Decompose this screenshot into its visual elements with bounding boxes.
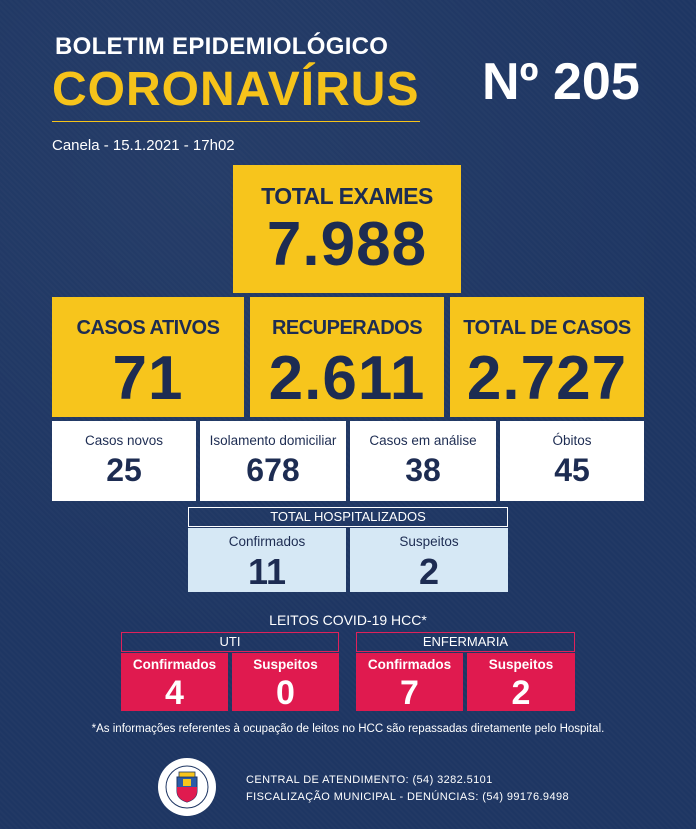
total-exams-card [233,165,461,293]
bulletin-title: BOLETIM EPIDEMIOLÓGICO [55,33,389,60]
stat-value: 2 [418,551,440,592]
hospitalized-suspected-card [350,528,508,592]
stat-value: 71 [112,344,184,413]
ward-suspected-card [467,653,575,711]
stat-label: Confirmados [132,657,217,672]
bulletin-date: Canela - 15.1.2021 - 17h02 [52,137,235,154]
stat-value: 2 [511,674,531,712]
stat-value: 7 [400,674,419,712]
icu-confirmed-card [121,653,228,711]
stat-value: 4 [165,674,184,712]
divider [52,121,420,122]
contact-line-complaints: FISCALIZAÇÃO MUNICIPAL - DENÚNCIAS: (54) 99176.9498 [246,791,569,803]
ward-header: ENFERMARIA [356,632,575,652]
recovered-card [250,297,444,417]
deaths-card [500,421,644,501]
total-exams-value: 7.988 [266,210,428,279]
active-cases-card [52,297,244,417]
stat-value: 2.727 [466,344,628,413]
stat-label: Isolamento domiciliar [209,433,337,448]
stat-value: 25 [106,452,142,488]
under-analysis-card [350,421,496,501]
stat-value: 2.611 [268,344,426,413]
beds-title: LEITOS COVID-19 HCC* [269,612,427,628]
icu-suspected-card [232,653,339,711]
icu-header: UTI [121,632,339,652]
stat-label: Óbitos [552,433,592,448]
stat-label: CASOS ATIVOS [76,317,220,339]
stat-label: Confirmados [228,534,306,549]
total-cases-card [450,297,644,417]
stat-label: TOTAL DE CASOS [463,317,631,339]
home-isolation-card [200,421,346,501]
stat-label: Casos em análise [369,433,477,448]
stat-value: 45 [554,452,590,488]
stat-value: 0 [276,674,295,712]
contact-line-phone: CENTRAL DE ATENDIMENTO: (54) 3282.5101 [246,774,493,786]
city-seal-icon [157,757,217,817]
total-exams-label: TOTAL EXAMES [261,183,433,209]
stat-value: 678 [246,452,300,488]
footnote: *As informações referentes à ocupação de leitos no HCC são repassadas diretamente pelo Hospital. [91,723,605,735]
hospitalized-title: TOTAL HOSPITALIZADOS [188,507,508,527]
stat-value: 11 [247,551,287,592]
stat-label: Casos novos [84,433,164,448]
stat-value: 38 [405,452,441,488]
bulletin-number: Nº 205 [482,53,640,111]
stat-label: RECUPERADOS [271,317,423,339]
stat-label: Suspeitos [488,657,554,672]
stat-label: Suspeitos [399,534,459,549]
bulletin-subject: CORONAVÍRUS [52,63,420,116]
hospitalized-confirmed-card [188,528,346,592]
stat-label: Confirmados [367,657,452,672]
stat-label: Suspeitos [253,657,318,672]
new-cases-card [52,421,196,501]
ward-confirmed-card [356,653,463,711]
